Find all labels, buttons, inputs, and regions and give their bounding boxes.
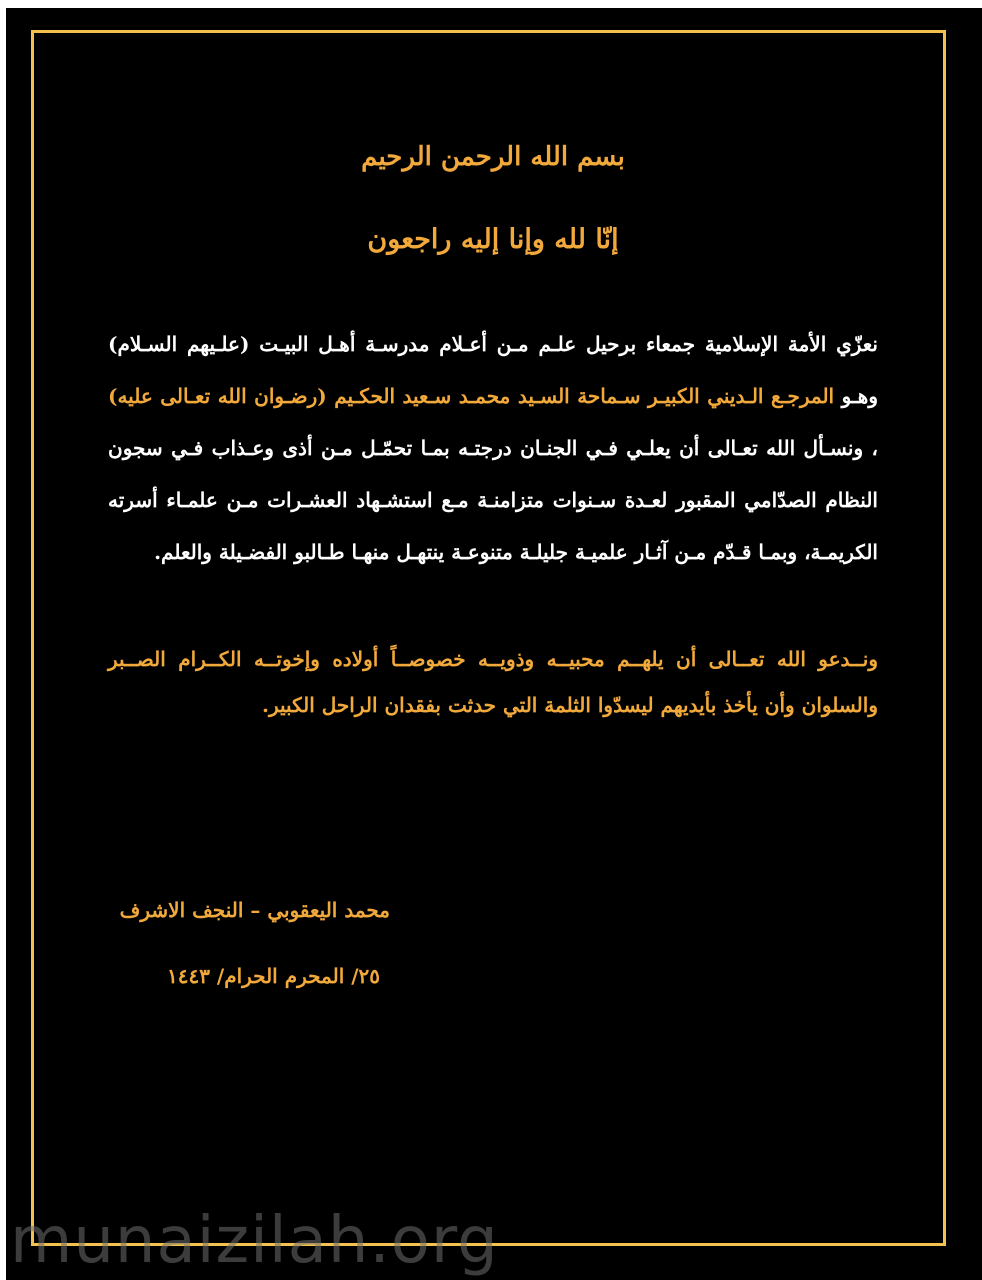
date-line: ٢٥/ المحرم الحرام/ ١٤٤٣	[166, 964, 380, 988]
paragraph-continuation: ، ونسـأل الله تعـالى أن يعلـي فـي الجنـان درجتـه بمـا تحمّـل مـن أذى وعـذاب فـي سجون النظام الصدّامي المقبور لعـدة سـنوات متزامنـة مـع استشـهاد العشـرات مـن علمـاء أسرته الكريمـة، وبمـا قـدّم مـن آثـار علميـة جليلـة متنوعـة ينتهـل منهـا طـالبو الفضـيلة والعلم.	[108, 436, 878, 564]
prayer-paragraph: ونــدعو الله تعــالى أن يلهــم محبيــه وذويــه خصوصــاً أولاده وإخوتــه الكــرام الصــبر والسلوان وأن يأخذ بأيديهم ليسدّوا الثلمة التي حدثت بفقدان الراحل الكبير.	[108, 647, 878, 717]
site-watermark: munaizilah.org	[10, 1204, 499, 1278]
paragraph-intro: نعزّي الأمة الإسلامية جمعاء برحيل علـم مـن أعـلام مدرسـة أهـل البيـت (علـيهم السـلام) وهـو	[108, 332, 878, 408]
top-white-margin	[0, 0, 982, 8]
signature-line: محمد اليعقوبي – النجف الاشرف	[119, 898, 390, 922]
condolence-paragraph	[108, 318, 878, 578]
istirja-heading: إنّا لله وإنا إليه راجعون	[367, 224, 619, 255]
basmala-heading: بسم الله الرحمن الرحيم	[361, 142, 625, 172]
deceased-name: المرجـع الـديني الكبيـر سـماحة السـيد محمـد سـعيد الحكـيم (رضـوان الله تعـالى عليه)	[108, 384, 835, 408]
left-white-margin	[0, 0, 6, 1280]
